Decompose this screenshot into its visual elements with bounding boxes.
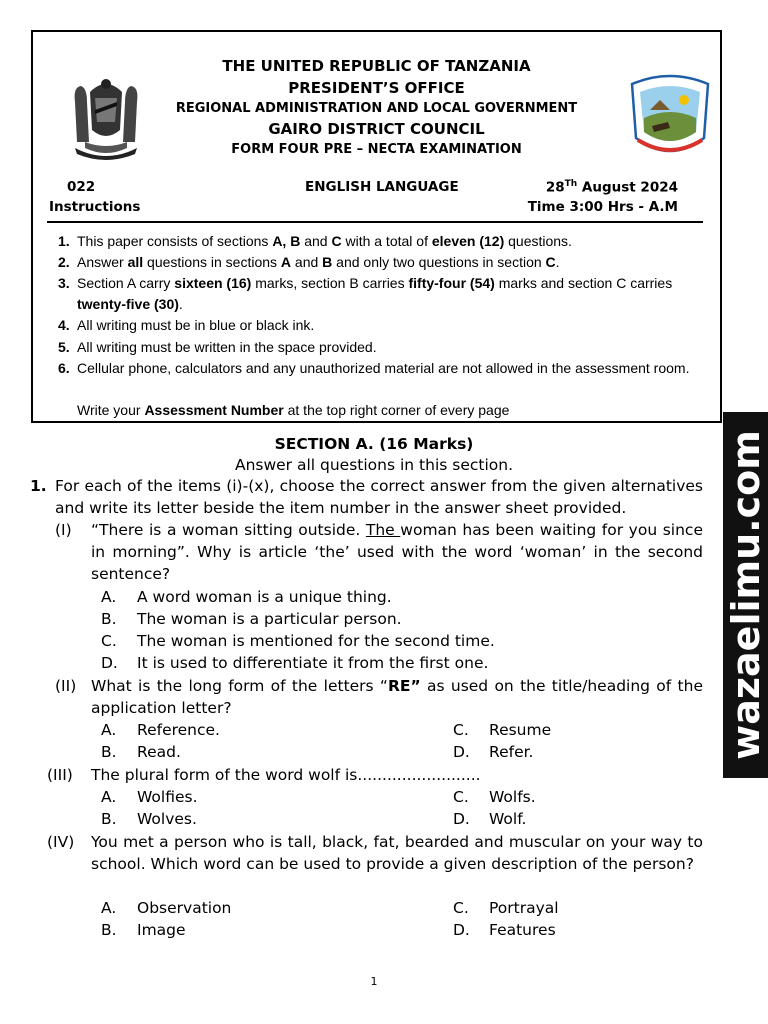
option-letter: B. <box>101 921 117 939</box>
option-text: The woman is a particular person. <box>137 610 402 628</box>
option-text: Wolfs. <box>489 788 536 806</box>
exam-date: 28Th August 2024 <box>545 179 678 196</box>
instruction-item: 5. All writing must be written in the space provided. <box>58 339 377 355</box>
header-line-presidents-office: PRESIDENT’S OFFICE <box>288 79 465 97</box>
option-text: Portrayal <box>489 899 559 917</box>
item-text: “There is a woman sitting outside. The woman has been waiting for you since in morning”. Why is article ‘the’ used with the word ‘woman’ in the second sentence? <box>91 521 703 583</box>
question-text: For each of the items (i)-(x), choose the correct answer from the given alternatives and write its letter beside the item number in the answer sheet provided. <box>55 477 703 517</box>
instructions-label: Instructions <box>49 199 141 215</box>
question-number: 1. <box>30 477 47 495</box>
instruction-item: 4. All writing must be in blue or black ink. <box>58 317 315 333</box>
subject-name: ENGLISH LANGUAGE <box>305 179 459 195</box>
header-line-district-council: GAIRO DISTRICT COUNCIL <box>268 120 485 138</box>
site-watermark <box>723 412 768 778</box>
paper-code: 022 <box>67 179 96 195</box>
option-text: Reference. <box>137 721 220 739</box>
option-letter: A. <box>101 899 117 917</box>
item-roman: (III) <box>47 766 73 784</box>
option-letter: A. <box>101 721 117 739</box>
option-text: Resume <box>489 721 552 739</box>
option-text: Wolves. <box>137 810 197 828</box>
option-letter: C. <box>101 632 117 650</box>
item-text: The plural form of the word wolf is......................... <box>91 766 481 784</box>
option-text: Observation <box>137 899 232 917</box>
option-text: Read. <box>137 743 181 761</box>
instruction-item: 3. Section A carry sixteen (16) marks, section B carries fifty-four (54) marks and section C carries twenty-five (30). <box>58 275 673 312</box>
option-text: The woman is mentioned for the second time. <box>137 632 495 650</box>
instruction-item: 6. Cellular phone, calculators and any unauthorized material are not allowed in the assessment room. <box>58 360 690 376</box>
option-text: Image <box>137 921 186 939</box>
option-letter: C. <box>453 721 469 739</box>
watermark-text: wazaelimu.com <box>723 430 768 760</box>
instruction-extra: Write your Assessment Number at the top right corner of every page <box>77 402 510 418</box>
instruction-item: 1. This paper consists of sections A, B and C with a total of eleven (12) questions. <box>58 233 572 249</box>
option-letter: D. <box>453 921 470 939</box>
option-letter: D. <box>453 743 470 761</box>
option-letter: B. <box>101 610 117 628</box>
header-line-republic: THE UNITED REPUBLIC OF TANZANIA <box>222 57 531 75</box>
option-letter: A. <box>101 788 117 806</box>
page-number: 1 <box>370 975 378 988</box>
instruction-item: 2. Answer all questions in sections A and B and only two questions in section C. <box>58 254 560 270</box>
section-title: SECTION A. (16 Marks) <box>274 435 474 453</box>
option-letter: B. <box>101 743 117 761</box>
option-text: It is used to differentiate it from the first one. <box>137 654 489 672</box>
option-text: Wolfies. <box>137 788 198 806</box>
option-letter: C. <box>453 788 469 806</box>
header-line-exam-type: FORM FOUR PRE – NECTA EXAMINATION <box>231 142 522 157</box>
option-letter: C. <box>453 899 469 917</box>
section-subtitle: Answer all questions in this section. <box>234 456 514 474</box>
exam-time: Time 3:00 Hrs - A.M <box>527 199 678 215</box>
option-letter: D. <box>453 810 470 828</box>
item-text: What is the long form of the letters “RE” as used on the title/heading of the application letter? <box>91 677 703 717</box>
option-letter: D. <box>101 654 118 672</box>
option-text: Refer. <box>489 743 534 761</box>
option-text: Features <box>489 921 556 939</box>
option-text: A word woman is a unique thing. <box>137 588 392 606</box>
item-roman: (I) <box>55 521 72 539</box>
header-divider <box>47 221 703 223</box>
option-letter: B. <box>101 810 117 828</box>
header-line-regional-admin: REGIONAL ADMINISTRATION AND LOCAL GOVERNMENT <box>175 101 578 116</box>
item-roman: (II) <box>55 677 77 695</box>
option-text: Wolf. <box>489 810 527 828</box>
option-letter: A. <box>101 588 117 606</box>
item-roman: (IV) <box>47 833 75 851</box>
item-text: You met a person who is tall, black, fat, bearded and muscular on your way to school. Which word can be used to provide a given description of the person? <box>91 833 703 873</box>
